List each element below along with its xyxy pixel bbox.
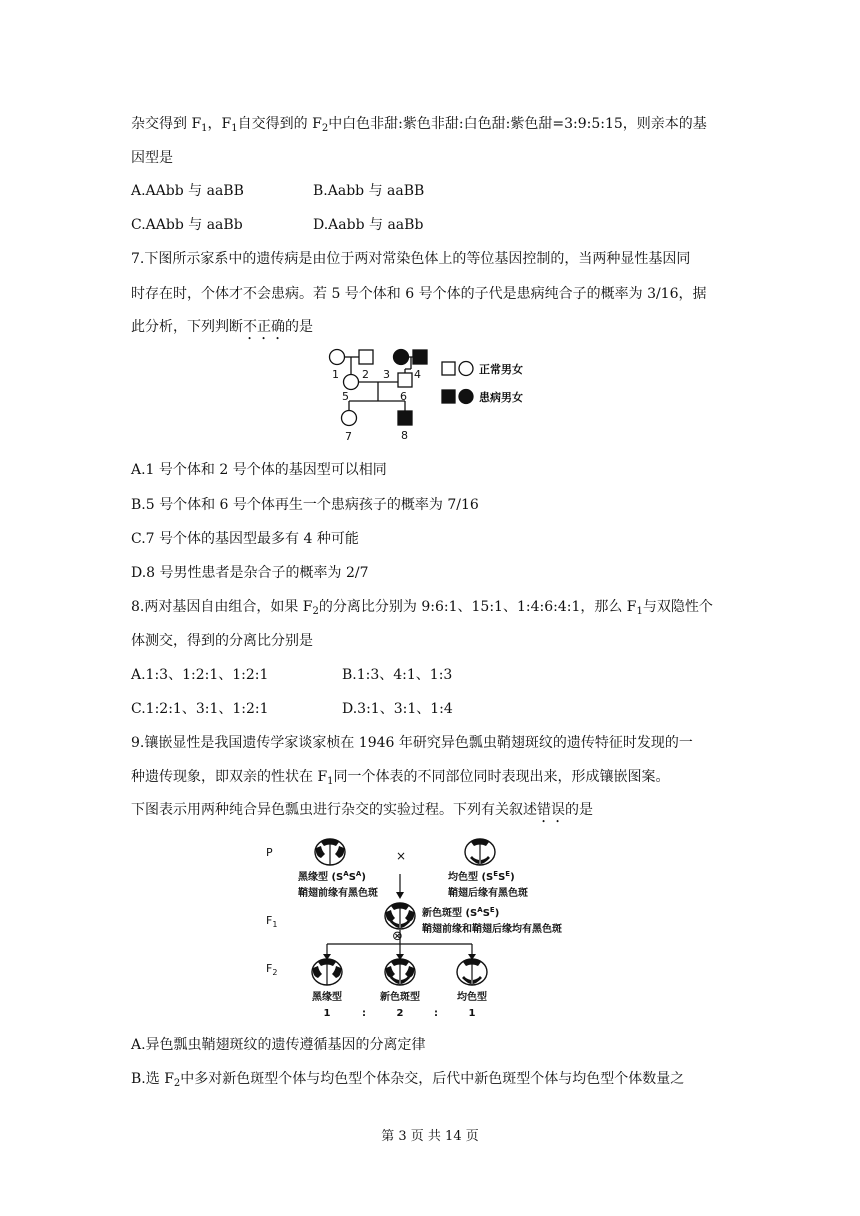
q6-option-a: A.AAbb 与 aaBB bbox=[131, 183, 244, 199]
q9-emphasis: 错误 bbox=[537, 802, 565, 818]
pedigree-label-5: 5 bbox=[342, 390, 349, 403]
q6-stem-line1: 杂交得到 $F_1$，$F_1$自交得到的 $F_2$中白色非甜:紫色非甜:白色甜:紫色甜=3:9:5:15，则亲本的基 bbox=[131, 116, 707, 134]
q7-emphasis: 不正确 bbox=[243, 319, 285, 335]
p2-description: 鞘翅后缘有黑色斑 bbox=[448, 888, 528, 899]
p2-label: 均色型 $(S^ES^E)$ bbox=[448, 870, 515, 883]
q8-option-d: D.3:1、3:1、1:4 bbox=[342, 701, 453, 717]
q8-stem-line2: 体测交，得到的分离比分别是 bbox=[131, 633, 313, 649]
f2-ratio-sep-1: : bbox=[362, 1008, 366, 1019]
q6-option-c: C.AAbb 与 aaBb bbox=[131, 217, 243, 233]
q7-option-a: A.1 号个体和 2 号个体的基因型可以相同 bbox=[131, 462, 387, 478]
q9-option-a: A.异色瓢虫鞘翅斑纹的遗传遵循基因的分离定律 bbox=[131, 1037, 426, 1053]
q9-stem-line1: 9.镶嵌显性是我国遗传学家谈家桢在 1946 年研究异色瓢虫鞘翅斑纹的遗传特征时发现的一 bbox=[131, 735, 693, 751]
q7-stem-line3: 此分析，下列判断不正确的是 bbox=[131, 319, 313, 335]
q9-stem-line3: 下图表示用两种纯合异色瓢虫进行杂交的实验过程。下列有关叙述错误的是 bbox=[131, 802, 593, 818]
beetle-black-margin-icon bbox=[315, 839, 345, 865]
q7-option-d: D.8 号男性患者是杂合子的概率为 2/7 bbox=[131, 565, 369, 581]
p1-description: 鞘翅前缘有黑色斑 bbox=[298, 888, 378, 899]
legend-affected-label: 患病男女 bbox=[479, 391, 523, 404]
q6-option-b: B.Aabb 与 aaBB bbox=[313, 183, 425, 199]
pedigree-label-1: 1 bbox=[332, 368, 339, 381]
q7-stem-line2: 时存在时，个体才不会患病。若 5 号个体和 6 号个体的子代是患病纯合子的概率为 3/16，据 bbox=[131, 286, 707, 302]
pedigree-label-3: 3 bbox=[383, 368, 390, 381]
self-symbol: ⊗ bbox=[392, 929, 403, 944]
f1-description: 鞘翅前缘和鞘翅后缘均有黑色斑 bbox=[422, 924, 562, 935]
beetle-new-spot-icon bbox=[385, 903, 415, 929]
q9-stem-line2: 种遗传现象，即双亲的性状在 $F_1$同一个体表的不同部位同时表现出来，形成镶嵌图案。 bbox=[131, 769, 670, 787]
legend-normal-label: 正常男女 bbox=[479, 363, 523, 376]
q8-stem-line1: 8.两对基因自由组合，如果 $F_2$的分离比分别为 9:6:1、15:1、1:4:6:4:1，那么 $F_1$与双隐性个 bbox=[131, 599, 713, 617]
f2-ratio-1: 1 bbox=[323, 1008, 331, 1019]
f2-name-black-margin: 黑缘型 bbox=[312, 992, 342, 1003]
q8-option-a: A.1:3、1:2:1、1:2:1 bbox=[131, 667, 269, 683]
pedigree-label-6: 6 bbox=[400, 390, 407, 403]
q7-option-c: C.7 号个体的基因型最多有 4 种可能 bbox=[131, 531, 359, 547]
pedigree-label-8: 8 bbox=[401, 429, 408, 442]
q6-stem-line2: 因型是 bbox=[131, 150, 173, 166]
page-footer: 第 3 页 共 14 页 bbox=[381, 1129, 479, 1144]
q6-option-d: D.Aabb 与 aaBb bbox=[313, 217, 424, 233]
pedigree-chart bbox=[325, 345, 545, 445]
p1-label: 黑缘型 $(S^AS^A)$ bbox=[298, 870, 366, 883]
pedigree-label-2: 2 bbox=[362, 368, 369, 381]
q8-option-c: C.1:2:1、3:1、1:2:1 bbox=[131, 701, 269, 717]
f2-ratio-3: 1 bbox=[468, 1008, 476, 1019]
q7-option-b: B.5 号个体和 6 号个体再生一个患病孩子的概率为 7/16 bbox=[131, 497, 479, 513]
pedigree-label-7: 7 bbox=[345, 430, 352, 443]
cross-symbol: × bbox=[396, 849, 407, 863]
f2-name-new-spot: 新色斑型 bbox=[380, 992, 420, 1003]
f2-beetle-black-margin-icon bbox=[312, 959, 342, 985]
ladybird-cross-diagram bbox=[262, 832, 632, 1022]
q7-stem-line1: 7.下图所示家系中的遗传病是由位于两对常染色体上的等位基因控制的，当两种显性基因同 bbox=[131, 251, 691, 267]
gen-label-f1: $F_1$ bbox=[266, 914, 278, 929]
gen-label-f2: $F_2$ bbox=[266, 962, 278, 977]
f2-beetle-uniform-icon bbox=[457, 959, 487, 985]
f2-name-uniform: 均色型 bbox=[457, 992, 487, 1003]
pedigree-label-4: 4 bbox=[414, 368, 421, 381]
f2-ratio-2: 2 bbox=[396, 1008, 404, 1019]
beetle-uniform-icon bbox=[465, 839, 495, 865]
q8-option-b: B.1:3、4:1、1:3 bbox=[342, 667, 453, 683]
f2-ratio-sep-2: : bbox=[434, 1008, 438, 1019]
gen-label-p: P bbox=[266, 846, 273, 859]
f1-label: 新色斑型 $(S^AS^E)$ bbox=[422, 906, 500, 919]
q9-option-b: B.选 $F_2$中多对新色斑型个体与均色型个体杂交，后代中新色斑型个体与均色型个体数量之 bbox=[131, 1071, 685, 1089]
f2-beetle-new-spot-icon bbox=[385, 959, 415, 985]
